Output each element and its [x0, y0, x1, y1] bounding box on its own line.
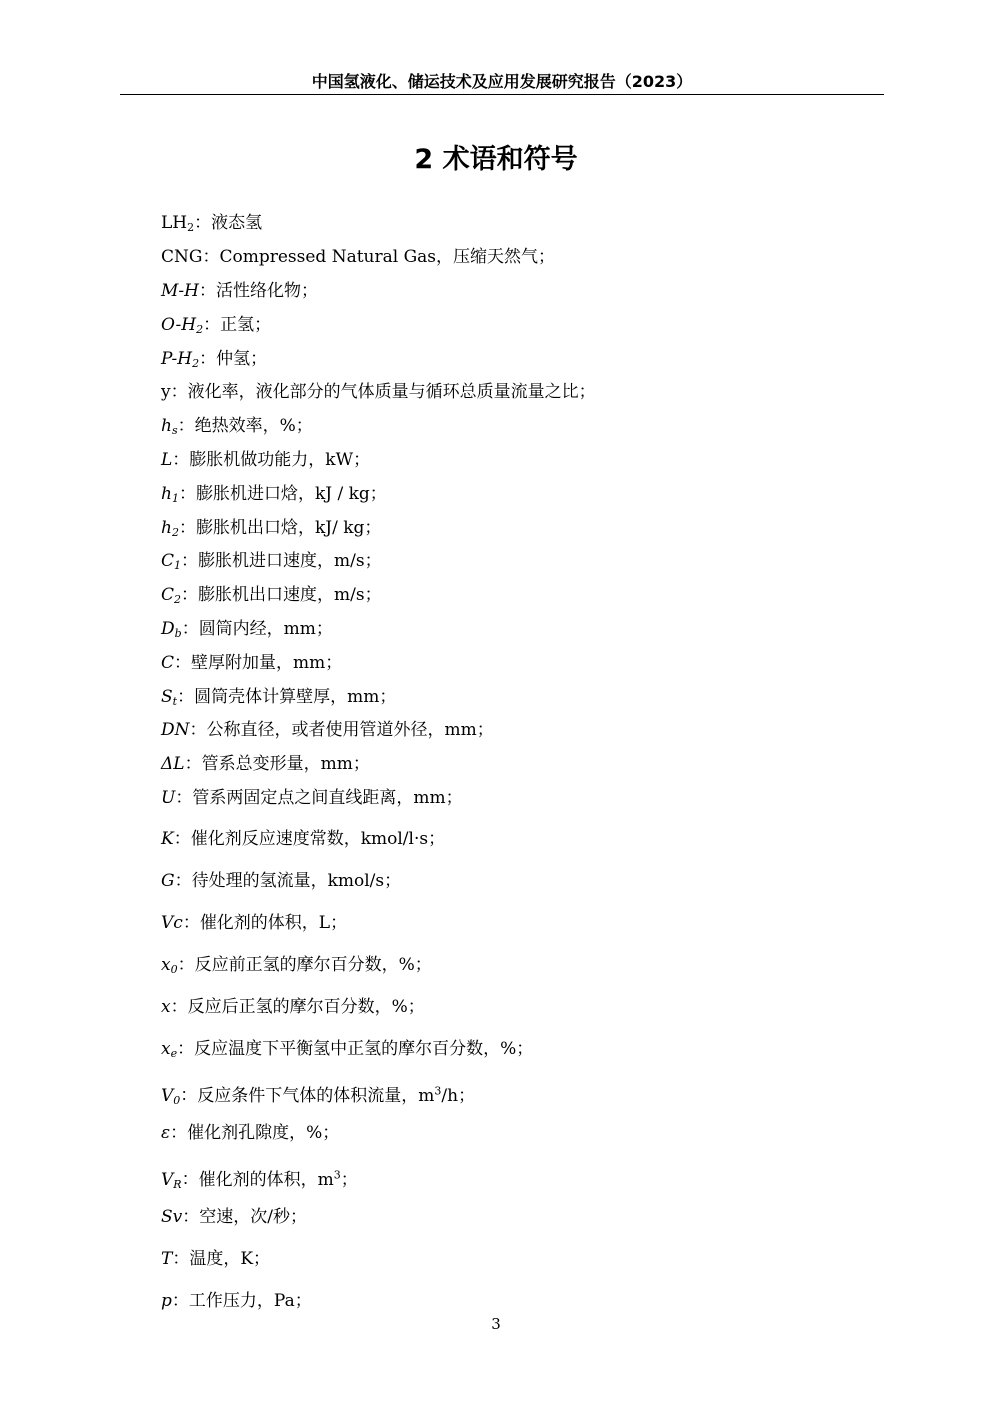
term-symbol-subscript: R [173, 1177, 182, 1191]
term-colon: ： [202, 247, 220, 267]
term-definition: 催化剂的体积，$m^3$； [198, 1168, 358, 1190]
term-definition: 催化剂孔隙度，%； [187, 1123, 340, 1143]
term-symbol-subscript: 1 [174, 559, 182, 572]
term-definition: 膨胀机进口速度，m/s； [198, 551, 382, 571]
term-definition: 温度，K； [189, 1249, 271, 1269]
term-colon: ： [182, 1207, 200, 1227]
definition-superscript: 3 [333, 1168, 341, 1181]
term-symbol: ΔL [161, 754, 185, 774]
term-colon: ： [177, 955, 195, 975]
term-colon: ： [178, 484, 196, 504]
term-symbol: Vc [161, 913, 183, 933]
term-symbol-subscript: e [170, 1047, 178, 1060]
term-symbol-subscript: 0 [173, 1093, 181, 1107]
term-colon: ： [177, 1039, 195, 1059]
term-definition: 活性络化物； [215, 281, 318, 301]
term-definition: 空速，次/秒； [199, 1207, 307, 1227]
term-symbol: $C_1$ [161, 551, 182, 572]
term-item [161, 954, 432, 981]
term-item [161, 1080, 475, 1112]
term-symbol: L [161, 450, 173, 470]
term-definition: 待处理的氢流量，kmol/s； [191, 871, 402, 891]
term-colon: ： [182, 913, 200, 933]
term-definition: 膨胀机做功能力，kW； [189, 450, 371, 470]
term-item [161, 212, 262, 239]
term-item [161, 1290, 312, 1312]
term-definition: 管系两固定点之间直线距离，mm； [192, 788, 463, 808]
term-item [161, 912, 347, 934]
definition-superscript: 3 [434, 1084, 442, 1097]
term-item [161, 870, 401, 892]
term-item [161, 1038, 533, 1065]
term-definition: 圆筒壳体计算壁厚，mm； [194, 687, 397, 707]
term-definition: 液态氢 [211, 213, 263, 233]
term-item [161, 415, 313, 442]
term-definition: 管系总变形量，mm； [201, 754, 370, 774]
term-symbol-subscript: 2 [187, 221, 195, 234]
term-definition: 膨胀机出口速度，m/s； [198, 585, 382, 605]
term-colon: ： [198, 281, 216, 301]
term-item [161, 1206, 307, 1228]
term-item [161, 996, 425, 1018]
term-colon: ： [181, 1169, 199, 1190]
term-definition: 液化率，液化部分的气体质量与循环总质量流量之比； [187, 382, 596, 402]
term-symbol: Sv [161, 1207, 183, 1227]
term-definition: 圆筒内经，mm； [198, 619, 333, 639]
term-definition: 膨胀机进口焓，kJ / kg； [195, 484, 387, 504]
term-item [161, 1248, 270, 1270]
term-item [161, 280, 318, 302]
term-definition: 反应前正氢的摩尔百分数，%； [194, 955, 432, 975]
term-definition: 催化剂反应速度常数，kmol/l·s； [190, 829, 446, 849]
term-colon: ： [203, 315, 221, 335]
term-colon: ： [175, 788, 193, 808]
term-colon: ： [170, 1123, 188, 1143]
term-symbol-subscript: 2 [196, 323, 204, 336]
page-number: 3 [491, 1315, 501, 1333]
term-symbol: G [161, 871, 175, 891]
term-symbol: U [161, 788, 176, 808]
term-symbol: $V_0$ [161, 1085, 181, 1107]
term-item [161, 652, 342, 674]
term-symbol: $x_e$ [161, 1039, 178, 1060]
term-item [161, 314, 271, 341]
term-item [161, 246, 555, 268]
term-item [161, 483, 387, 510]
term-definition: 正氢； [220, 315, 272, 335]
term-colon: ： [189, 720, 207, 740]
term-definition: 绝热效率，%； [194, 416, 313, 436]
term-symbol-subscript: 1 [171, 492, 179, 505]
term-symbol: T [161, 1249, 173, 1269]
term-colon: ： [178, 518, 196, 538]
term-symbol-subscript: 2 [174, 593, 182, 606]
term-symbol: x [161, 997, 171, 1017]
section-title: 2 术语和符号 [414, 144, 578, 175]
term-symbol: $S_t$ [161, 687, 178, 708]
term-colon: ： [177, 687, 195, 707]
term-item [161, 381, 596, 403]
term-symbol-subscript: 0 [170, 963, 178, 976]
term-item [161, 787, 463, 809]
term-symbol: DN [161, 720, 190, 740]
term-definition: 仲氢； [216, 349, 268, 369]
term-colon: ： [180, 1085, 198, 1106]
term-colon: ： [172, 450, 190, 470]
term-colon: ： [170, 382, 188, 402]
term-definition: 膨胀机出口焓，kJ/ kg； [195, 518, 382, 538]
term-item [161, 449, 370, 471]
term-item [161, 828, 445, 850]
term-colon: ： [170, 997, 188, 1017]
term-symbol-subscript: t [172, 695, 178, 708]
term-symbol: M-H [161, 281, 199, 301]
term-definition: Compressed Natural Gas，压缩天然气； [219, 247, 556, 267]
term-definition: 壁厚附加量，mm； [191, 653, 343, 673]
term-symbol-subscript: s [171, 424, 178, 437]
term-definition: 反应后正氢的摩尔百分数，%； [187, 997, 425, 1017]
term-item [161, 618, 333, 645]
term-item [161, 550, 382, 577]
term-symbol: $V_R$ [161, 1169, 182, 1191]
term-definition: 公称直径，或者使用管道外径，mm； [206, 720, 494, 740]
term-symbol: $h_s$ [161, 416, 178, 437]
term-colon: ： [199, 349, 217, 369]
term-definition: 催化剂的体积，L； [199, 913, 348, 933]
term-symbol: $h_2$ [161, 518, 179, 539]
term-colon: ： [177, 416, 195, 436]
term-colon: ： [172, 1249, 190, 1269]
term-colon: ： [181, 551, 199, 571]
term-item [161, 1164, 358, 1196]
term-symbol-subscript: 2 [171, 526, 179, 539]
term-symbol: K [161, 829, 174, 849]
running-header: 中国氢液化、储运技术及应用发展研究报告（2023） [311, 72, 693, 91]
term-item [161, 584, 382, 611]
term-colon: ： [174, 653, 192, 673]
term-definition: 工作压力，Pa； [188, 1291, 312, 1311]
term-symbol: y [161, 382, 171, 402]
term-colon: ： [173, 829, 191, 849]
header-rule [120, 94, 884, 95]
term-item [161, 348, 267, 375]
term-symbol: C [161, 653, 175, 673]
term-colon: ： [174, 871, 192, 891]
term-colon: ： [194, 213, 212, 233]
term-symbol: $O-H_2$ [161, 315, 204, 336]
term-symbol-subscript: 2 [192, 357, 200, 370]
term-symbol: $P-H_2$ [161, 349, 200, 370]
term-colon: ： [181, 619, 199, 639]
term-colon: ： [171, 1291, 189, 1311]
term-item [161, 1122, 339, 1144]
term-symbol: CNG [161, 247, 203, 267]
term-symbol: $LH_2$ [161, 213, 195, 234]
term-symbol-subscript: b [174, 627, 182, 640]
term-definition: 反应温度下平衡氢中正氢的摩尔百分数，%； [194, 1039, 534, 1059]
term-symbol: $h_1$ [161, 484, 179, 505]
term-colon: ： [181, 585, 199, 605]
term-definition: 反应条件下气体的体积流量，$m^3/h$； [197, 1084, 476, 1106]
term-symbol: p [161, 1291, 172, 1311]
term-symbol: $x_0$ [161, 955, 178, 976]
term-item [161, 719, 494, 741]
term-item [161, 686, 396, 713]
term-item [161, 753, 370, 775]
term-symbol: ε [161, 1123, 171, 1143]
term-colon: ： [184, 754, 202, 774]
term-symbol: $C_2$ [161, 585, 182, 606]
term-item [161, 517, 381, 544]
term-symbol: $D_b$ [161, 619, 182, 640]
